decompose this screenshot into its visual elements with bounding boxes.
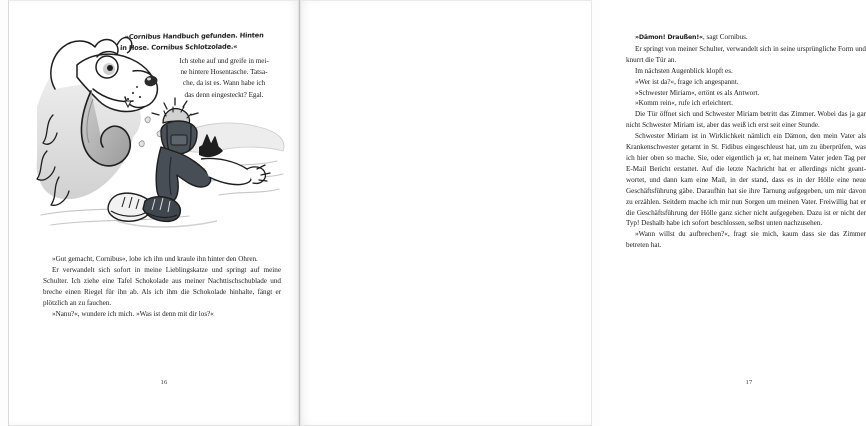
left-top-line-2: ne hintere Hosentasche. Tatsa- (180, 68, 268, 77)
right-paragraph-3: Im nächsten Augenblick klopft es. (635, 66, 733, 75)
left-paragraph-2: Er verwandelt sich sofort in meine Lieblingskatze und springt auf meine Schulter. Ich ziehe eine Tafel Schokolade aus meiner Nachttischschublade und breche einen Riegel für ihn ab. Als ich ihm die Schokolade hinhalte, fängt er plötzlich an zu fauchen. (43, 265, 281, 307)
right-page-body-text (626, 32, 866, 251)
right-paragraph-1 (626, 32, 866, 44)
left-page (8, 0, 300, 426)
left-page-body-text (43, 254, 281, 319)
right-paragraph-8: Schwester Miriam ist in Wirklichkeit nämlich ein Dämon, den mein Vater als Krankenschwester getarnt in St. Fidibus eingeschleust hat, um zu überprüfen, was ich hier oben so mache. Sie, oder eigentlich ja er, hat meinem Vater jeden Tag per E-Mail Bericht erstattet. Auf die letzte Nachricht hat er allerdings nicht geantwortet, und dann kam eine Mail, in der stand, dass es in der Hölle eine neue Geschäftsführung gäbe. Daraufhin hat sie ihre Tarnung aufgegeben, um mir davon zu erzählen. Seitdem mache ich mir nun Sorgen um meinen Vater. Freiwillig hat er die Geschäftsführung der Hölle ganz sicher nicht aufgegeben. Dazu ist er nicht der Typ! Deshalb habe ich sofort beschlossen, selbst unten nachzusehen. (626, 132, 866, 228)
page-number-left: 16 (160, 379, 168, 386)
left-paragraph-1: »Gut gemacht, Cornibus«, lobe ich ihn und kraule ihn hinter den Ohren. (52, 255, 258, 263)
right-paragraph-1-rest: , sagt Cornibus. (702, 33, 748, 41)
right-paragraph-2: Er springt von meiner Schulter, verwandelt sich in seine ursprüngliche Form und knurrt die Tür an. (626, 44, 866, 64)
right-paragraph-4: »Wer ist da?«, frage ich angespannt. (635, 77, 739, 86)
right-paragraph-6: »Komm rein«, rufe ich erleichtert. (635, 99, 733, 108)
right-paragraph-9: »Wann willst du aufbrechen?«, fragt sie mich, kaum dass sie das Zimmer betreten hat. (626, 230, 866, 250)
handwritten-inline-daemon: »Dämon! Draußen!« (635, 34, 703, 41)
book-gutter (298, 0, 301, 426)
left-top-line-3: che, da ist es. Wann habe ich (182, 79, 266, 88)
illustration-cartoon-dog-and-boy (21, 19, 299, 259)
right-page (300, 0, 866, 426)
handwritten-note (119, 30, 293, 53)
right-paragraph-7: Die Tür öffnet sich und Schwester Miriam betritt das Zimmer. Wobei das ja gar nicht Schwester Miriam ist, aber das weiß ich erst seit einer Stunde. (626, 110, 866, 130)
page-number-right: 17 (745, 379, 753, 386)
right-paragraph-5: »Schwester Miriam«, ertönt es als Antwort. (635, 88, 760, 97)
handwritten-note-line-2: in Hose. Cornibus Schlotzolade.« (119, 42, 238, 52)
handwritten-note-line-1: »Cornibus Handbuch gefunden. Hinten (124, 31, 264, 41)
left-page-top-paragraph (157, 56, 291, 101)
left-paragraph-3: »Nanu?«, wundere ich mich. »Was ist denn mit dir los?« (52, 309, 214, 318)
left-top-line-1: Ich stehe auf und greife in mei- (179, 57, 269, 65)
left-top-line-4: das denn eingesteckt? Egal. (184, 90, 264, 99)
